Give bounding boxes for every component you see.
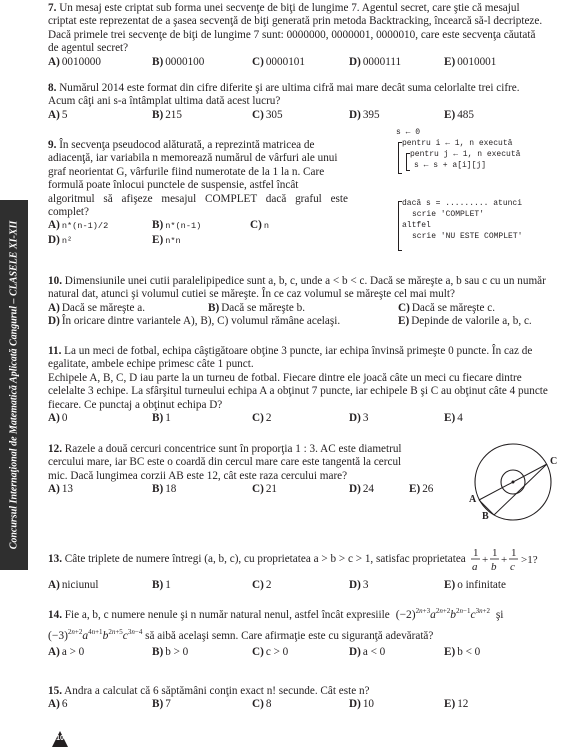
question-8 <box>48 82 564 122</box>
question-text-line: Numărul 2014 este format din cifre diferite şi are ultima cifră mai mare decât suma celorlalte trei cifre. <box>59 82 520 94</box>
question-text-line: criptat este reprezentat de a şasea secvenţă de biţi generată prin metoda Backtracking, încearcă să-l decripteze. <box>48 15 543 28</box>
question-text-line: formulă poate înlocui punctele de suspensie, astfel încât <box>48 179 299 192</box>
expression-1: $(-2)^{2n+3}a^{2n+2}b^{2n-1}c^{3n+2}$ şi <box>395 607 504 621</box>
option-a: A) a > 0 <box>48 646 85 659</box>
expression-2: $(-3)^{2n+2}a^{4n+1}b^{2n+5}c^{3n-4}$ <box>48 628 143 643</box>
option-b: B) 1 <box>152 412 171 425</box>
question-number: 7. <box>48 2 57 14</box>
sidebar-title: Concursul Internaţional de Matematică Aplicată Cangurul – CLASELE XI-XII <box>8 220 20 550</box>
option-a: A) 5 <box>48 108 68 121</box>
question-7 <box>48 2 564 69</box>
question-9 <box>48 139 348 248</box>
question-13 <box>48 545 564 592</box>
options <box>48 412 564 425</box>
question-text-line: Fie a, b, c numere nenule şi n număr natural nenul, astfel încât expresiile <box>64 608 390 621</box>
question-text-line: Dacă primele trei secvenţe de biţi de lungime 7 sunt: 0000000, 0000001, 0000010, care este secvenţa căutată <box>48 28 536 41</box>
options <box>48 483 468 496</box>
option-e: E) o infinitate <box>444 579 506 591</box>
options <box>48 698 564 711</box>
option-c: C) 305 <box>252 108 283 121</box>
option-d: D) a < 0 <box>349 646 386 659</box>
label-a: A <box>469 494 477 505</box>
chord-bc <box>494 464 547 515</box>
question-number: 13. <box>48 553 62 566</box>
option-b: B) b > 0 <box>152 646 189 659</box>
option-c: C) c > 0 <box>252 646 289 659</box>
question-text-line: fiecare. Ce punctaj a obţinut echipa D? <box>48 398 223 411</box>
question-10 <box>48 275 564 329</box>
question-11 <box>48 345 564 425</box>
question-text-line: Andra a calculat că 6 săptămâni conţin exact n! secunde. Cât este n? <box>64 685 370 697</box>
option-a: A) 6 <box>48 698 68 711</box>
question-text-line: algoritmul să afişeze mesajul COMPLET dacă graful este complet? <box>48 192 348 219</box>
option-b: B) 1 <box>152 579 171 591</box>
svg-text:1: 1 <box>491 547 498 559</box>
option-e: E) 12 <box>444 698 469 711</box>
option-e: E) Depinde de valorile a, b, c. <box>398 315 532 328</box>
label-c: C <box>550 456 558 467</box>
svg-text:1: 1 <box>472 547 479 559</box>
question-text-line: natural dat, atunci şi volumul cutiei se măreşte. În ce caz volumul se măreşte cel mai mult? <box>48 288 455 301</box>
code-line: dacă s = ......... atunci <box>402 199 523 208</box>
option-c: C) 2 <box>252 579 272 591</box>
options <box>48 219 348 233</box>
question-number: 10. <box>48 275 62 287</box>
option-e: E) n*n <box>152 233 181 246</box>
options-row-2 <box>48 234 348 248</box>
code-line: pentru j ← 1, n execută <box>410 150 521 159</box>
question-text-line: Razele a două cercuri concentrice sunt în proporţia 1 : 3. AC este diametrul <box>64 443 402 455</box>
svg-text:+: + <box>500 554 507 566</box>
option-d: D) 3 <box>349 579 369 591</box>
option-d: D) n² <box>48 233 73 246</box>
option-d: D) 395 <box>349 108 380 121</box>
question-number: 11. <box>48 345 62 357</box>
option-b: B) Dacă se măreşte b. <box>208 301 306 314</box>
fraction-sum-formula <box>470 545 544 575</box>
options <box>48 646 564 659</box>
question-text-line: adiacenţă, iar variabila n memorează numărul de vârfuri ale unui <box>48 152 338 165</box>
question-text-line: mic. Dacă lungimea corzii AB este 12, cât este raza cercului mare? <box>48 469 348 482</box>
options <box>48 56 564 69</box>
question-text-line: egalitate, ambele echipe primesc câte 1 punct. <box>48 358 254 371</box>
code-line: s ← s + a[i][j] <box>414 161 487 170</box>
question-text-line: Un mesaj este criptat sub forma unei secvenţe de biţi de lungime 7. Agentul secret, care ştie că mesajul <box>59 2 520 14</box>
option-c: C) 8 <box>252 698 272 711</box>
question-text-line: Acum câţi ani s-a întâmplat ultima dată acest lucru? <box>48 95 281 108</box>
option-a: A) 0010000 <box>48 55 101 68</box>
option-d: D) 3 <box>349 412 369 425</box>
question-12 <box>48 443 468 497</box>
svg-text:>1?: >1? <box>520 554 538 566</box>
option-e: E) 4 <box>444 412 463 425</box>
option-d: D) 10 <box>349 698 374 711</box>
option-b: B) 0000100 <box>152 55 205 68</box>
option-e: E) 0010001 <box>444 55 497 68</box>
question-text-line: La un meci de fotbal, echipa câştigătoare obţine 3 puncte, iar echipa învinsă primeşte 0 puncte. În caz de <box>64 345 533 357</box>
option-b: B) n*(n-1) <box>152 219 202 232</box>
question-text-line: de agentul secret? <box>48 42 129 55</box>
option-a: A) Dacă se măreşte a. <box>48 301 146 314</box>
option-b: B) 18 <box>152 483 177 496</box>
question-number: 15. <box>48 685 62 697</box>
options <box>48 579 564 592</box>
option-d: D) În oricare dintre variantele A), B), C) volumul rămâne acelaşi. <box>48 315 341 328</box>
question-14 <box>48 605 564 660</box>
option-b: B) 7 <box>152 698 171 711</box>
question-15 <box>48 685 564 712</box>
code-line: s ← 0 <box>396 128 421 137</box>
option-c: C) 0000101 <box>252 55 305 68</box>
question-text-line: Echipele A, B, C, D iau parte la un turneu de fotbal. Fiecare dintre ele joacă câte un meci cu fiecare dintre <box>48 371 522 384</box>
option-a: A) niciunul <box>48 579 99 591</box>
pseudocode-block <box>396 128 566 265</box>
svg-text:a: a <box>471 561 478 573</box>
option-c: C) 21 <box>252 483 277 496</box>
option-a: A) 13 <box>48 483 73 496</box>
options <box>48 302 564 315</box>
option-c: C) n <box>250 219 269 232</box>
label-b: B <box>482 511 489 522</box>
options <box>48 109 564 122</box>
option-e: E) 26 <box>409 483 434 496</box>
code-line: pentru i ← 1, n execută <box>402 139 513 148</box>
svg-text:b: b <box>490 561 497 573</box>
page-number-badge <box>52 731 68 747</box>
if-bracket <box>398 201 399 251</box>
diameter-ac <box>479 464 547 500</box>
question-text-line: să aibă acelaşi semn. Care afirmaţie este cu siguranţă adevărată? <box>145 630 434 643</box>
question-number: 14. <box>48 608 62 621</box>
question-number: 8. <box>48 82 57 94</box>
question-text-line: Dimensiunile unei cutii paralelipipedice sunt a, b, c, unde a < b < c. Dacă se măreşte a, b sau c cu un număr <box>64 275 546 287</box>
option-d: D) 24 <box>349 483 374 496</box>
svg-text:+: + <box>481 554 488 566</box>
loop-bracket <box>398 142 399 174</box>
svg-text:1: 1 <box>510 547 517 559</box>
option-c: C) 2 <box>252 412 272 425</box>
question-number: 9. <box>48 139 57 151</box>
sidebar <box>0 0 28 750</box>
code-line: scrie 'COMPLET' <box>412 210 485 219</box>
loop-bracket <box>406 153 407 171</box>
page-number: 10 <box>56 735 64 742</box>
options-row-2 <box>48 315 564 328</box>
question-text-line: Câte triplete de numere întregi (a, b, c), cu proprietatea a > b > c > 1, satisfac proprietatea <box>64 553 466 566</box>
code-line: scrie 'NU ESTE COMPLET' <box>412 232 523 241</box>
question-number: 12. <box>48 443 62 455</box>
option-b: B) 215 <box>152 108 182 121</box>
option-a: A) 0 <box>48 412 68 425</box>
option-d: D) 0000111 <box>349 55 402 68</box>
question-text-line: cercului mare, iar BC este o coardă din cercul mare care este tangentă la cercul <box>48 456 402 469</box>
option-e: E) b < 0 <box>444 646 481 659</box>
option-a: A) n*(n-1)/2 <box>48 219 109 232</box>
svg-text:c: c <box>509 561 515 573</box>
option-e: E) 485 <box>444 108 474 121</box>
question-text-line: celelalte 3 echipe. La sfârşitul turneului echipa A a obţinut 7 puncte, iar echipele B şi C au obţinut câte 4 puncte <box>48 385 548 398</box>
question-text-line: graf neorientat G, vârfurile fiind numerotate de la 1 la n. Care <box>48 165 325 178</box>
option-c: C) Dacă se măreşte c. <box>398 301 496 314</box>
code-line: altfel <box>402 221 431 230</box>
question-text-line: În secvenţa pseudocod alăturată, a reprezintă matricea de <box>59 139 315 151</box>
